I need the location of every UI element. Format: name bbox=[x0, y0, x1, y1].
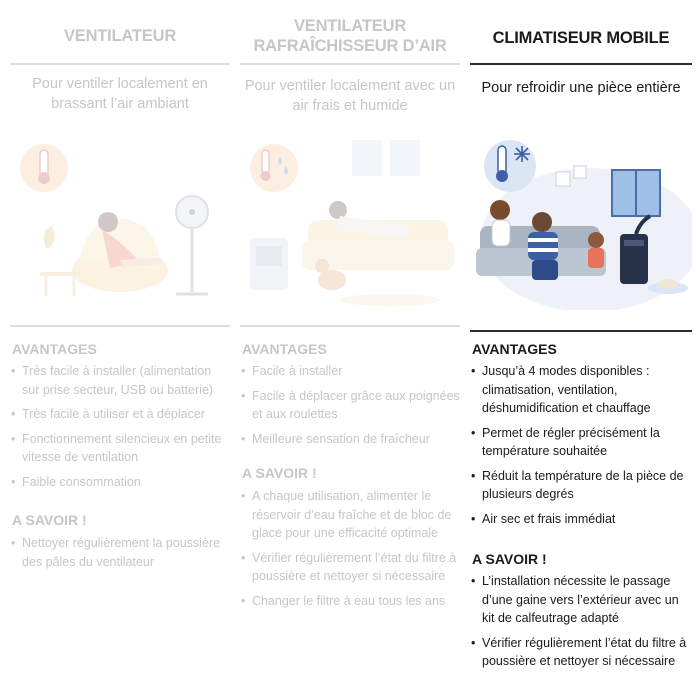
know-list bbox=[470, 572, 692, 677]
section-divider bbox=[240, 325, 460, 327]
thermometer-icon bbox=[20, 144, 68, 192]
title-divider bbox=[470, 63, 692, 65]
list-item: • Faible consommation bbox=[10, 473, 230, 492]
advantages-list bbox=[10, 362, 230, 497]
column-subtitle: Pour ventiler localement en brassant l’air ambiant bbox=[32, 76, 208, 112]
advantages-list bbox=[470, 362, 692, 534]
column-subtitle: Pour refroidir une pièce entière bbox=[481, 80, 681, 96]
know-heading: A SAVOIR ! bbox=[472, 551, 547, 567]
column-subtitle: Pour ventiler localement avec un air frais et humide bbox=[244, 78, 456, 114]
list-item: • Air sec et frais immédiat bbox=[470, 510, 692, 529]
list-item: • A chaque utilisation, alimenter le réservoir d’eau fraîche et de bloc de glace pour une efficacité optimale bbox=[240, 487, 460, 543]
list-item: • Très facile à installer (alimentation sur prise secteur, USB ou batterie) bbox=[10, 362, 230, 399]
advantages-heading: AVANTAGES bbox=[12, 341, 97, 357]
column-climatiseur bbox=[470, 0, 692, 700]
column-ventilateur bbox=[10, 0, 230, 700]
column-rafraichisseur bbox=[240, 0, 460, 700]
advantages-list bbox=[240, 362, 460, 454]
air-cooler-illustration bbox=[240, 130, 460, 310]
column-title: VENTILATEUR bbox=[63, 27, 177, 45]
column-title: VENTILATEUR RAFRAÎCHISSEUR D’AIR bbox=[253, 17, 447, 55]
list-item: • L’installation nécessite le passage d’une gaine vers l’extérieur avec un kit de calfeutrage adapté bbox=[470, 572, 692, 628]
title-divider bbox=[240, 63, 460, 65]
title-divider bbox=[10, 63, 230, 65]
list-item: • Jusqu’à 4 modes disponibles : climatisation, ventilation, déshumidification et chauffage bbox=[470, 362, 692, 418]
list-item: • Nettoyer régulièrement la poussière des pâles du ventilateur bbox=[10, 534, 230, 571]
section-divider bbox=[10, 325, 230, 327]
advantages-heading: AVANTAGES bbox=[472, 341, 557, 357]
list-item: • Vérifier régulièrement l’état du filtre à poussière et nettoyer si nécessaire bbox=[470, 634, 692, 671]
column-title: CLIMATISEUR MOBILE bbox=[492, 29, 670, 47]
know-heading: A SAVOIR ! bbox=[242, 465, 317, 481]
section-divider bbox=[470, 330, 692, 332]
list-item: • Meilleure sensation de fraîcheur bbox=[240, 430, 460, 449]
advantages-heading: AVANTAGES bbox=[242, 341, 327, 357]
list-item: • Réduit la température de la pièce de plusieurs degrés bbox=[470, 467, 692, 504]
know-list bbox=[240, 487, 460, 616]
list-item: • Fonctionnement silencieux en petite vitesse de ventilation bbox=[10, 430, 230, 467]
know-list bbox=[10, 534, 230, 577]
fan-illustration bbox=[10, 130, 230, 310]
list-item: • Facile à installer bbox=[240, 362, 460, 381]
list-item: • Très facile à utiliser et à déplacer bbox=[10, 405, 230, 424]
air-conditioner-illustration bbox=[470, 130, 692, 310]
water-drops-icon bbox=[250, 144, 298, 192]
list-item: • Changer le filtre à eau tous les ans bbox=[240, 592, 460, 611]
snowflake-icon bbox=[484, 140, 536, 192]
list-item: • Vérifier régulièrement l’état du filtre à poussière et nettoyer si nécessaire bbox=[240, 549, 460, 586]
list-item: • Permet de régler précisément la température souhaitée bbox=[470, 424, 692, 461]
know-heading: A SAVOIR ! bbox=[12, 512, 87, 528]
list-item: • Facile à déplacer grâce aux poignées et aux roulettes bbox=[240, 387, 460, 424]
